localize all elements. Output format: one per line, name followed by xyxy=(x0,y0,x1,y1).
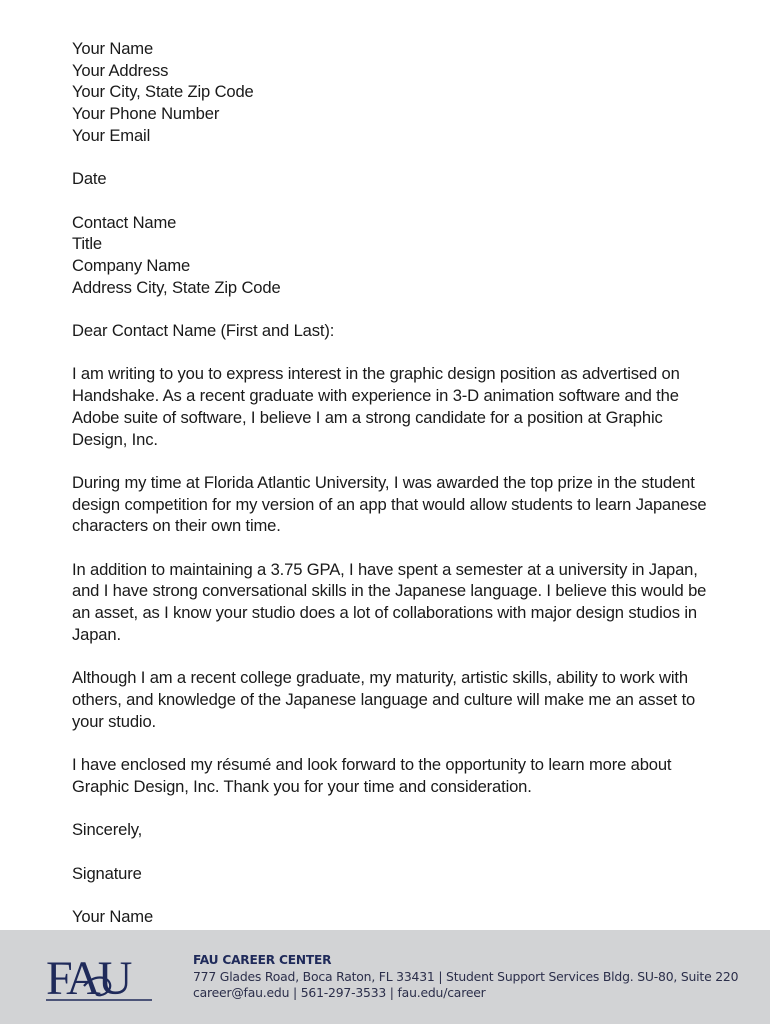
paragraph-text: In addition to maintaining a 3.75 GPA, I have spent a semester at a university in Japan, and I have strong conversational skills in the Japanese language. I believe this would be an asset, as I know your studio does a lot of collaborations with major design studios in Japan. xyxy=(72,559,707,644)
paragraph-text: During my time at Florida Atlantic University, I was awarded the top prize in the student design competition for my version of an app that would allow students to learn Japanese characters on their own time. xyxy=(72,472,707,536)
paragraph-3 xyxy=(72,559,712,646)
recipient-company: Company Name xyxy=(72,256,191,275)
paragraph-text: Although I am a recent college graduate, my maturity, artistic skills, ability to work with others, and knowledge of the Japanese language and culture will make me an asset to your studio. xyxy=(72,668,696,731)
footer-contact: career@fau.edu | 561-297-3533 | fau.edu/career xyxy=(193,985,486,1000)
sender-name: Your Name xyxy=(72,39,154,58)
paragraph-4 xyxy=(72,667,712,732)
recipient-address: Address City, State Zip Code xyxy=(72,277,281,297)
sender-email: Your Email xyxy=(72,125,151,145)
footer-bar xyxy=(0,930,770,1024)
paragraph-5 xyxy=(72,754,712,797)
footer-contact-info xyxy=(193,952,738,1002)
paragraph-1 xyxy=(72,363,712,450)
date-block xyxy=(72,168,712,190)
paragraph-text: I have enclosed my résumé and look forward to the opportunity to learn more about Graphic Design, Inc. Thank you for your time and consideration. xyxy=(72,755,672,796)
paragraph-2 xyxy=(72,472,712,537)
signer-name: Your Name xyxy=(72,906,154,926)
recipient-contact-name: Contact Name xyxy=(72,212,177,232)
sender-city-state-zip: Your City, State Zip Code xyxy=(72,82,254,102)
salutation-block xyxy=(72,320,712,342)
closing-block xyxy=(72,819,712,841)
signature: Signature xyxy=(72,863,142,883)
letter-date: Date xyxy=(72,169,107,189)
recipient-title: Title xyxy=(72,234,102,254)
fau-logo-text: FAU xyxy=(46,952,130,1004)
salutation: Dear Contact Name (First and Last): xyxy=(72,321,335,341)
letter-body xyxy=(72,38,712,928)
footer-title: FAU CAREER CENTER xyxy=(193,953,332,967)
sender-block xyxy=(72,38,712,147)
paragraph-text: I am writing to you to express interest in the graphic design position as advertised on Handshake. As a recent graduate with experience in 3-D animation software and the Adobe suite of software, I believe I am a strong candidate for a position at Graphic Design, Inc. xyxy=(72,364,680,449)
fau-logo xyxy=(44,950,156,1004)
signature-block xyxy=(72,863,712,885)
closing: Sincerely, xyxy=(72,820,143,840)
signer-block xyxy=(72,906,712,928)
sender-address: Your Address xyxy=(72,60,169,80)
recipient-block xyxy=(72,212,712,299)
sender-phone: Your Phone Number xyxy=(72,104,220,124)
footer-address: 777 Glades Road, Boca Raton, FL 33431 | Student Support Services Bldg. SU-80, Suite 220 xyxy=(193,968,739,984)
